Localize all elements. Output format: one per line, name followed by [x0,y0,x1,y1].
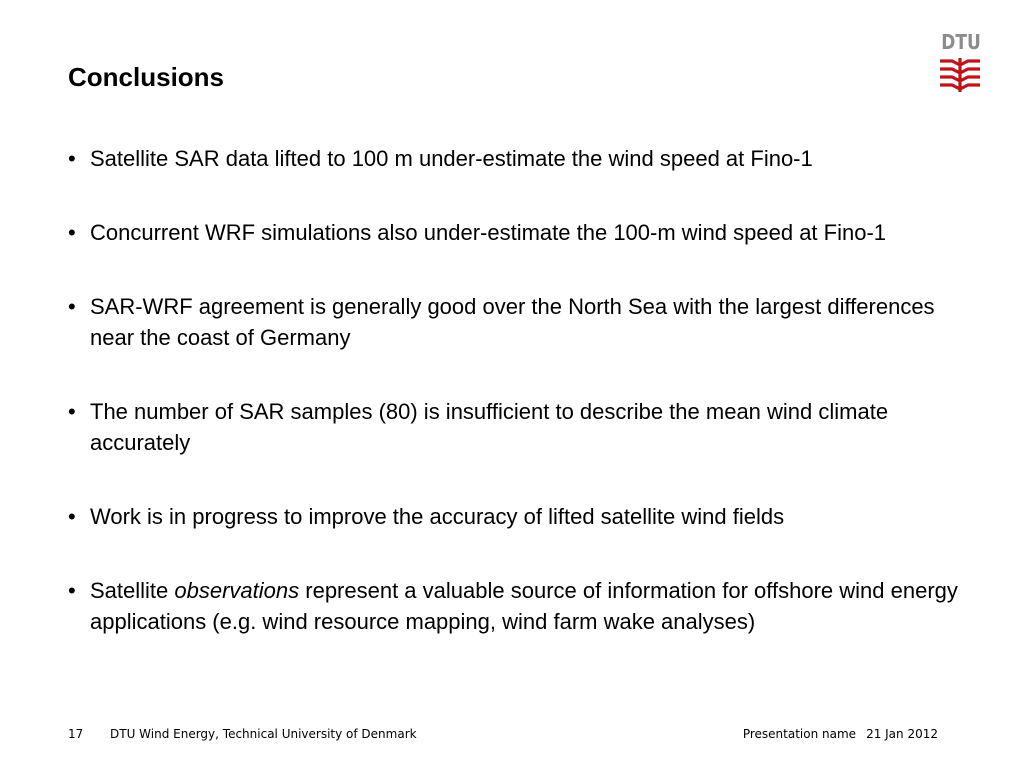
bullet-text: Work is in progress to improve the accuracy of lifted satellite wind fields [90,504,785,529]
bullet-dot-icon: • [68,504,76,529]
bullet-dot-icon: • [68,146,76,171]
presentation-date: 21 Jan 2012 [866,727,938,741]
footer-organization: DTU Wind Energy, Technical University of Denmark [110,727,417,741]
bullet-item [68,501,958,532]
bullet-dot-icon: • [68,220,76,245]
bullet-text: SAR-WRF agreement is generally good over the North Sea with the largest differences near the coast of Germany [90,294,935,350]
logo-text: DTU [941,30,981,54]
dtu-logo [938,30,982,94]
dtu-wave-logo-icon [938,58,982,92]
footer-right [743,726,938,742]
bullet-text: Concurrent WRF simulations also under-estimate the 100-m wind speed at Fino-1 [90,220,887,245]
bullet-dot-icon: • [68,399,76,424]
bullet-item [68,291,958,353]
bullet-text: represent a valuable source of information for offshore wind energy applications (e.g. wind resource mapping, wind farm wake analyses) [90,578,958,634]
bullet-text: The number of SAR samples (80) is insufficient to describe the mean wind climate accurately [90,399,889,455]
bullet-list [68,143,958,680]
bullet-text: Satellite SAR data lifted to 100 m under-estimate the wind speed at Fino-1 [90,146,813,171]
bullet-text-italic: observations [174,578,300,603]
bullet-item [68,143,958,174]
bullet-dot-icon: • [68,294,76,319]
bullet-item [68,575,958,637]
bullet-item [68,396,958,458]
bullet-dot-icon: • [68,578,76,603]
presentation-name: Presentation name [742,727,857,741]
bullet-text: Satellite [90,578,175,603]
slide-title: Conclusions [68,62,225,92]
page-number: 17 [68,727,84,741]
bullet-item [68,217,958,248]
